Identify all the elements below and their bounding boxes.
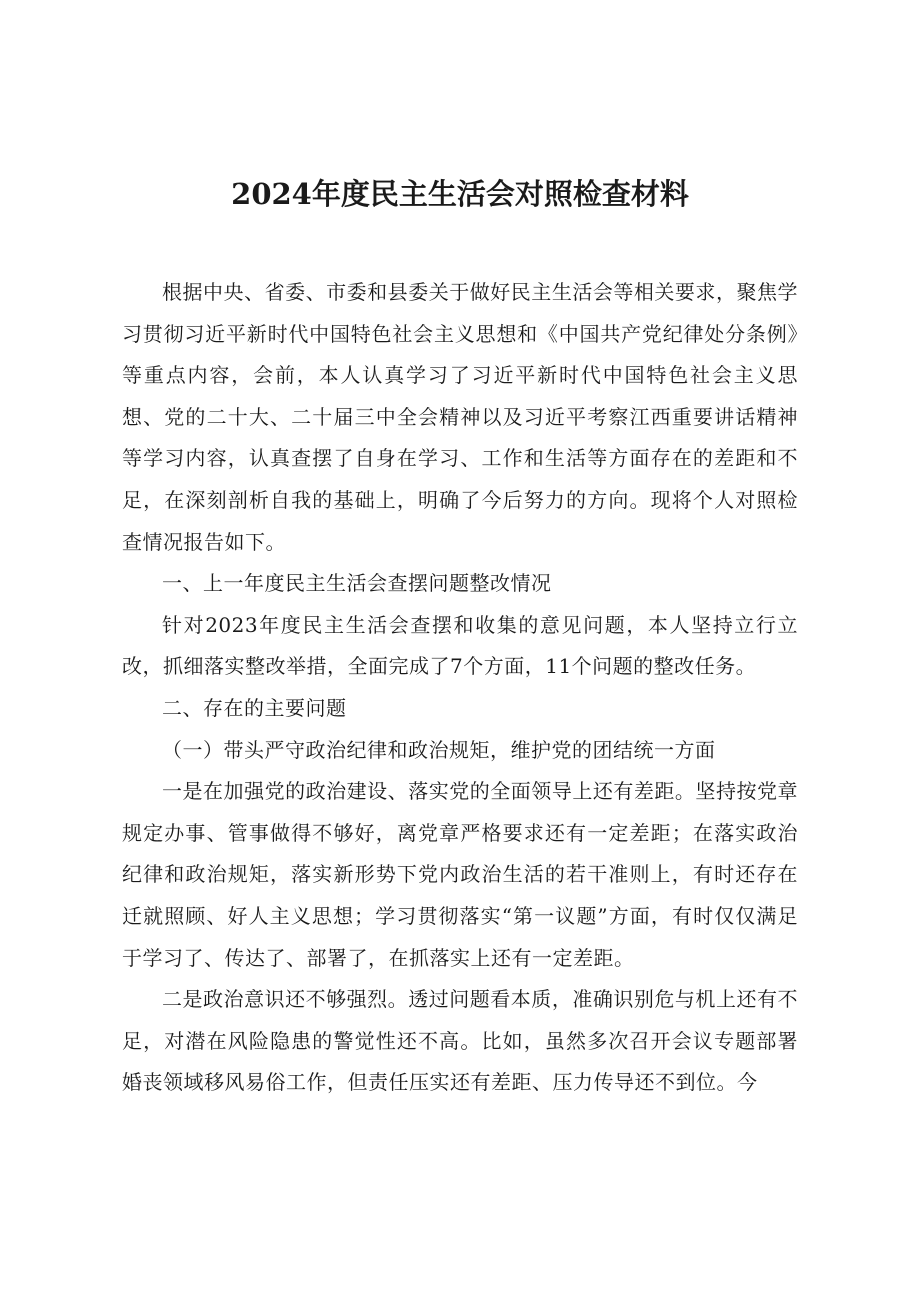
document-title: 2024年度民主生活会对照检查材料 bbox=[231, 177, 689, 211]
problem-paragraph-1: 一是在加强党的政治建设、落实党的全面领导上还有差距。坚持按党章规定办事、管事做得不够好，离党章严格要求还有一定差距；在落实政治纪律和政治规矩，落实新形势下党内政治生活的若干准则上，有时还存在迁就照顾、好人主义思想；学习贯彻落实“第一议题”方面，有时仅仅满足于学习了、传达了、部署了，在抓落实上还有一定差距。 bbox=[122, 779, 798, 970]
section-1-paragraph: 针对2023年度民主生活会查摆和收集的意见问题，本人坚持立行立改，抓细落实整改举措，全面完成了7个方面，11个问题的整改任务。 bbox=[122, 612, 798, 679]
document-body bbox=[122, 272, 798, 1104]
subsection-heading-1: （一）带头严守政治纪律和政治规矩，维护党的团结统一方面 bbox=[162, 737, 716, 762]
section-heading-2: 二、存在的主要问题 bbox=[162, 695, 347, 720]
section-heading-1: 一、上一年度民主生活会查摆问题整改情况 bbox=[162, 571, 552, 596]
problem-paragraph-2: 二是政治意识还不够强烈。透过问题看本质，准确识别危与机上还有不足，对潜在风险隐患的警觉性还不高。比如，虽然多次召开会议专题部署婚丧领域移风易俗工作，但责任压实还有差距、压力传导还不到位。今 bbox=[122, 987, 798, 1095]
intro-paragraph: 根据中央、省委、市委和县委关于做好民主生活会等相关要求，聚焦学习贯彻习近平新时代中国特色社会主义思想和《中国共产党纪律处分条例》等重点内容，会前，本人认真学习了习近平新时代中国特色社会主义思想、党的二十大、二十届三中全会精神以及习近平考察江西重要讲话精神等学习内容，认真查摆了自身在学习、工作和生活等方面存在的差距和不足，在深刻剖析自我的基础上，明确了今后努力的方向。现将个人对照检查情况报告如下。 bbox=[122, 280, 798, 554]
